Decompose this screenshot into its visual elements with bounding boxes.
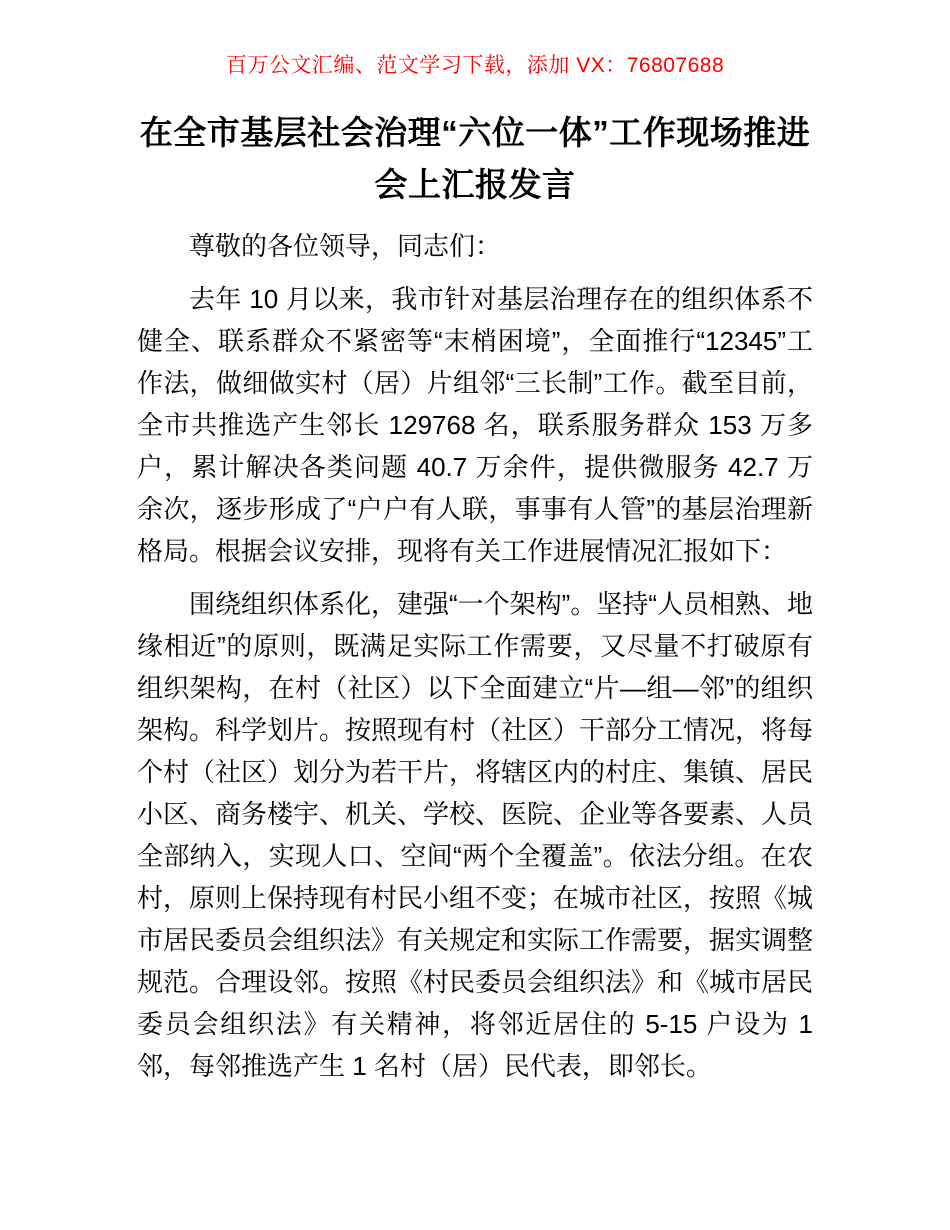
doc-title: 在全市基层社会治理“六位一体”工作现场推进会上汇报发言 bbox=[139, 114, 811, 203]
paragraph-salutation: 尊敬的各位领导，同志们： bbox=[189, 231, 502, 261]
doc-body bbox=[137, 225, 813, 1087]
paragraph-overview: 去年 10 月以来，我市针对基层治理存在的组织体系不健全、联系群众不紧密等“末梢困境”，全面推行“12345”工作法，做细做实村（居）片组邻“三长制”工作。截至目前，全市共推选产生邻长 129768 名，联系服务群众 153 万多户，累计解决各类问题 40.7 万余件，提供微服务 42.7 万余次，逐步形成了“户户有人联，事事有人管”的基层治理新格局。根据会议安排，现将有关工作进展情况汇报如下： bbox=[137, 284, 813, 566]
paragraph-framework: 围绕组织体系化，建强“一个架构”。坚持“人员相熟、地缘相近”的原则，既满足实际工作需要，又尽量不打破原有组织架构，在村（社区）以下全面建立“片—组—邻”的组织架构。科学划片。按照现有村（社区）干部分工情况，将每个村（社区）划分为若干片，将辖区内的村庄、集镇、居民小区、商务楼宇、机关、学校、医院、企业等各要素、人员全部纳入，实现人口、空间“两个全覆盖”。依法分组。在农村，原则上保持现有村民小组不变；在城市社区，按照《城市居民委员会组织法》有关规定和实际工作需要，据实调整规范。合理设邻。按照《村民委员会组织法》和《城市居民委员会组织法》有关精神，将邻近居住的 5-15 户设为 1 邻，每邻推选产生 1 名村（居）民代表，即邻长。 bbox=[137, 589, 814, 1081]
promo-banner: 百万公文汇编、范文学习下载，添加 VX：76807688 bbox=[225, 54, 725, 77]
